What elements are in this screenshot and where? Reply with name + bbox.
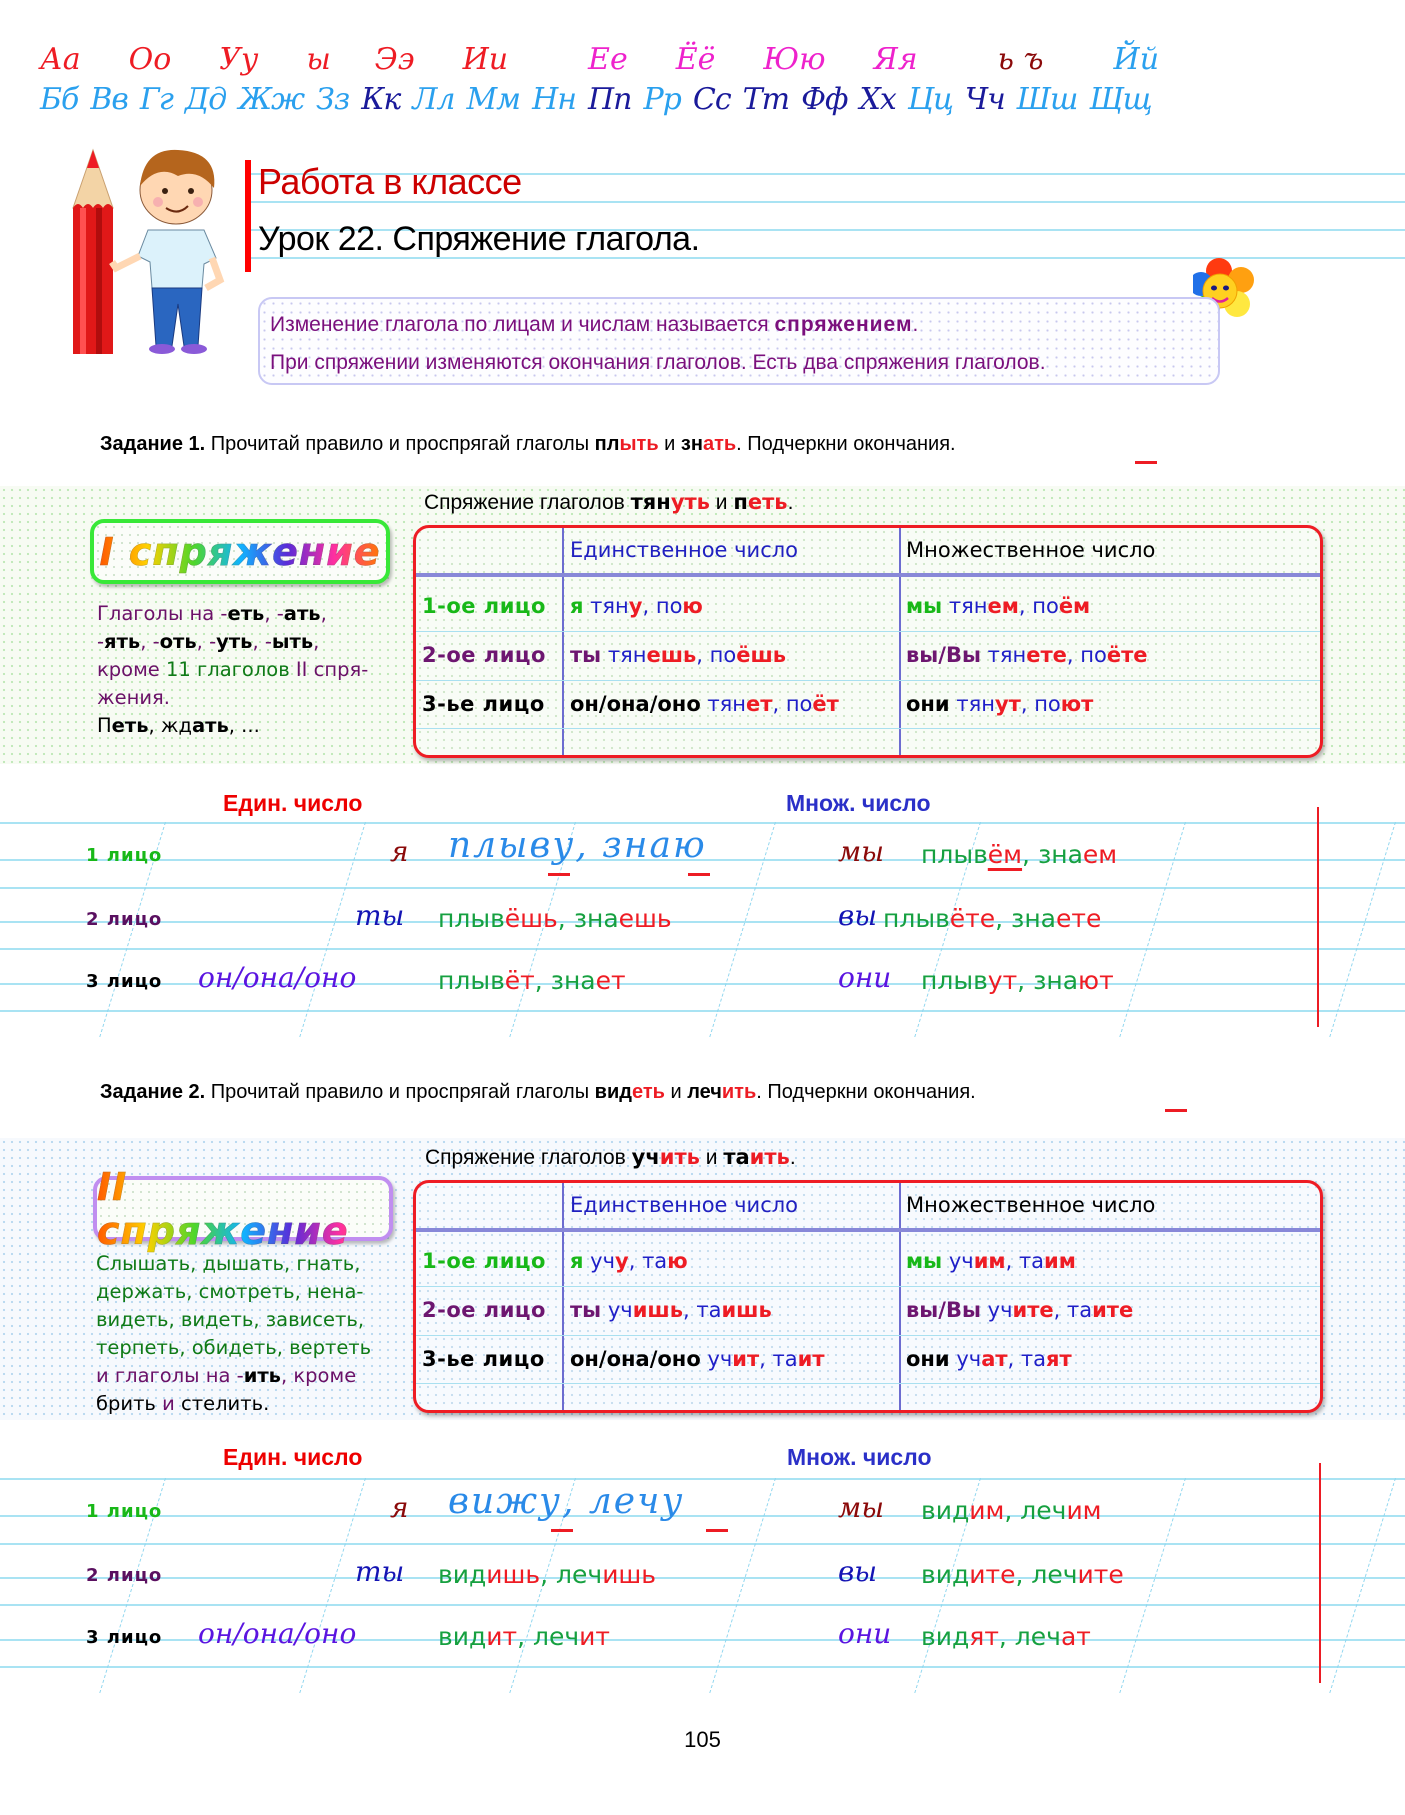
margin-line	[1319, 1463, 1321, 1683]
table-cell-plural	[906, 594, 1090, 618]
verb-stem: леч	[1014, 1622, 1061, 1651]
verb-stem: по	[1080, 643, 1107, 667]
person-label: 2 лицо	[86, 1565, 163, 1586]
table-person-label: 2-ое лицо	[422, 643, 546, 667]
separator: ,	[642, 594, 656, 618]
ruled-line	[0, 1577, 1405, 1579]
separator: ,	[628, 1249, 643, 1273]
singular-pronoun: я	[390, 835, 409, 868]
verb-stem: зна	[1033, 966, 1079, 995]
verb-ending: ат	[981, 1347, 1008, 1371]
verb-stem: та	[1020, 1347, 1046, 1371]
table-cell-singular	[570, 1298, 772, 1322]
plural-answer	[921, 1496, 1102, 1525]
slant-guide-line	[1329, 822, 1396, 1037]
text-fragment: , -	[252, 630, 272, 653]
alphabet-letter: Уу	[219, 42, 259, 77]
ruled-line	[0, 1666, 1405, 1668]
plural-pronoun: мы	[838, 835, 885, 868]
plural-pronoun: они	[838, 961, 892, 994]
verb-stem: вид	[921, 1622, 970, 1651]
verb-ending: ите	[969, 1560, 1016, 1589]
pronoun: они	[906, 1347, 950, 1371]
separator: ,	[1017, 966, 1034, 995]
verb-stem: леч	[1031, 1560, 1078, 1589]
table-header-plural: Множественное число	[906, 1193, 1156, 1217]
alphabet-letter: Аа	[40, 42, 81, 77]
table-rule	[416, 1335, 1320, 1336]
definition-line-2: При спряжении изменяются окончания глаголов. Есть два спряжения глаголов.	[270, 351, 1046, 374]
pronoun: мы	[906, 594, 943, 618]
verb-stem: уч	[987, 1298, 1013, 1322]
alphabet-letter: Чч	[964, 82, 1005, 117]
alphabet-letter: Нн	[532, 82, 576, 117]
slant-guide-line	[1329, 1478, 1396, 1693]
verb-stem: вид	[921, 1560, 970, 1589]
verb-stem: по	[1034, 692, 1061, 716]
pronoun: он/она/оно	[570, 692, 701, 716]
singular-column-header: Един. число	[223, 1444, 363, 1470]
verb-stem: тян	[948, 594, 988, 618]
separator: ,	[772, 692, 786, 716]
alphabet-letter: Хх	[859, 82, 896, 117]
verb-stem: вид	[921, 1496, 970, 1525]
term-conjugation: спряжением	[774, 313, 913, 336]
verb-ending: ите	[1012, 1298, 1054, 1322]
pronoun: мы	[906, 1249, 943, 1273]
verb-stem: уч	[948, 1249, 974, 1273]
alphabet-letter: Ее	[588, 42, 628, 77]
table-person-label: 1-ое лицо	[422, 594, 546, 618]
separator: ,	[1005, 1249, 1019, 1273]
verb-ending: ём	[1058, 594, 1091, 618]
verb-stem: зна	[573, 904, 619, 933]
alphabet-letter: Дд	[184, 82, 227, 117]
person-label: 1 лицо	[86, 845, 163, 866]
second-conjugation-rule: Слышать, дышать, гнать, держать, смотреть, нена- видеть, видеть, зависеть, терпеть, обидеть, вертеть и глаголы на -ить, кроме брить и стелить.	[96, 1252, 372, 1415]
ending-underline-mark	[706, 1529, 728, 1532]
text-fragment: ,	[313, 630, 320, 653]
singular-answer-handwritten: плыву, знаю	[448, 825, 707, 866]
conjugation-1-caption: Спряжение глаголов тянуть и петь.	[424, 490, 794, 514]
verb-stem: та	[642, 1249, 668, 1273]
table-header-divider	[416, 573, 1320, 577]
verb-ending: ёте	[1106, 643, 1148, 667]
plural-answer	[921, 1560, 1124, 1589]
verb-stem: тян	[987, 643, 1027, 667]
verb-stem: леч	[1020, 1496, 1067, 1525]
alphabet-letter: Пп	[588, 82, 632, 117]
table-cell-plural	[906, 1298, 1133, 1322]
verb-stem: тян	[707, 692, 747, 716]
separator: ,	[1007, 1347, 1021, 1371]
alphabet-letter: Тт	[742, 82, 790, 117]
verb-stem: уч	[707, 1347, 733, 1371]
separator: ,	[683, 1298, 697, 1322]
verb-suffix: ять	[104, 630, 141, 653]
table-cell-singular	[570, 643, 786, 667]
alphabet-letter: ь ъ	[997, 42, 1044, 77]
person-label: 1 лицо	[86, 1501, 163, 1522]
verb-ending: ём	[987, 840, 1023, 869]
table-person-label: 3-ье лицо	[422, 1347, 545, 1371]
table-header-singular: Единственное число	[570, 538, 799, 562]
table-header-plural: Множественное число	[906, 538, 1156, 562]
separator: ,	[1022, 840, 1038, 869]
verb-stem: тян	[607, 643, 647, 667]
separator: ,	[1020, 692, 1035, 716]
alphabet-letter: Лл	[412, 82, 455, 117]
verb-suffix: ыть	[271, 630, 314, 653]
verb-suffix: уть	[216, 630, 253, 653]
verb-ending: ёшь	[736, 643, 787, 667]
verb-ending: ите	[1077, 1560, 1124, 1589]
singular-pronoun: ты	[355, 1555, 405, 1588]
ruled-line	[0, 948, 1405, 950]
ending-underline-mark	[551, 1529, 573, 1532]
singular-pronoun: я	[390, 1491, 409, 1524]
ending-underline-mark	[548, 873, 570, 876]
alphabet-letter: Яя	[873, 42, 918, 77]
conjugation-table-2	[413, 1180, 1323, 1413]
table-divider	[899, 1183, 901, 1410]
plural-answer	[921, 840, 1117, 869]
separator: ,	[517, 1622, 533, 1651]
verb-ending: им	[969, 1496, 1005, 1525]
verb-ending: ют	[1060, 692, 1094, 716]
verb-suffix: оть	[159, 630, 197, 653]
verb-ending: ут	[987, 966, 1018, 995]
separator: ,	[1018, 594, 1033, 618]
table-rule	[416, 728, 1320, 729]
definition-line-1: Изменение глагола по лицам и числам называется спряжением.	[270, 313, 919, 336]
table-cell-plural	[906, 1347, 1072, 1371]
person-label: 3 лицо	[86, 971, 163, 992]
ruled-line	[0, 1515, 1405, 1517]
pronoun: я	[570, 594, 584, 618]
separator: ,	[998, 1622, 1015, 1651]
verb-ending: у	[615, 1249, 629, 1273]
verb-ending: ем	[1082, 840, 1118, 869]
plural-pronoun: мы	[838, 1491, 885, 1524]
plural-answer	[883, 904, 1101, 933]
alphabet-letter: Цц	[907, 82, 953, 117]
alphabet-letter: Йй	[1113, 42, 1160, 77]
person-label: 2 лицо	[86, 909, 163, 930]
separator: ,	[1066, 643, 1081, 667]
verb-stem: тян	[590, 594, 629, 618]
verb-ending: ите	[1092, 1298, 1134, 1322]
ruled-line	[0, 921, 1405, 923]
alphabet-letter: Шш	[1016, 82, 1078, 117]
table-divider	[562, 1183, 564, 1410]
alphabet-letter: Жж	[238, 82, 305, 117]
singular-pronoun: ты	[355, 899, 405, 932]
plural-column-header: Множ. число	[786, 790, 931, 816]
alphabet-letter: Сс	[692, 82, 731, 117]
text-fragment: , -	[140, 630, 160, 653]
page-number: 105	[684, 1727, 721, 1752]
alphabet-letter: Мм	[466, 82, 521, 117]
separator: ,	[1053, 1298, 1067, 1322]
verb-ending: ит	[732, 1347, 760, 1371]
alphabet-letter: Кк	[361, 82, 401, 117]
slant-guide-line	[1119, 1478, 1186, 1693]
singular-answer	[438, 966, 626, 995]
verb-ending: ишь	[486, 1560, 541, 1589]
alphabet-letter: Щщ	[1089, 82, 1152, 117]
separator: ,	[540, 1560, 557, 1589]
table-rule	[416, 1286, 1320, 1287]
singular-answer-handwritten: вижу, лечу	[448, 1481, 685, 1522]
alphabet-letter: Ии	[462, 42, 509, 77]
verb-stem: плыв	[438, 966, 505, 995]
alphabet-letter: Ёё	[675, 42, 716, 77]
verb-ending: у	[628, 594, 643, 618]
verb-stem: леч	[533, 1622, 580, 1651]
second-conjugation-badge: II спряжение	[93, 1176, 393, 1241]
ruled-line	[0, 1604, 1405, 1606]
slant-guide-line	[1119, 822, 1186, 1037]
table-cell-singular	[570, 692, 839, 716]
pronoun: он/она/оно	[570, 1347, 701, 1371]
task-2-instruction: Задание 2. Прочитай правило и проспрягай глаголы видеть и лечить. Подчеркни окончания.	[100, 1081, 976, 1103]
ruled-line	[0, 1010, 1405, 1012]
work-title: Работа в классе	[258, 161, 522, 202]
plural-answer	[921, 966, 1114, 995]
verb-stem: уч	[590, 1249, 616, 1273]
slant-guide-line	[709, 1478, 776, 1693]
alphabet-letter: Гг	[139, 82, 173, 117]
verb-ending: ю	[667, 1249, 688, 1273]
verb-ending: ет	[746, 692, 773, 716]
verb-ending: ем	[987, 594, 1019, 618]
separator: ,	[557, 904, 574, 933]
alphabet-letter: Оо	[128, 42, 172, 77]
boy-with-pencil-illustration	[48, 138, 238, 358]
alphabet-letter: Бб	[40, 82, 79, 117]
lesson-title: Урок 22. Спряжение глагола.	[258, 220, 700, 258]
verb-stem: плыв	[921, 966, 988, 995]
verb-ending: ишь	[721, 1298, 772, 1322]
plural-pronoun: вы	[838, 1555, 878, 1588]
ending-underline-mark	[1165, 1109, 1187, 1112]
singular-answer	[438, 1560, 656, 1589]
alphabet-letter: Зз	[316, 82, 350, 117]
alphabet-letter: Рр	[643, 82, 681, 117]
verb-ending: ит	[579, 1622, 610, 1651]
pronoun: ты	[570, 643, 602, 667]
table-divider	[899, 528, 901, 755]
table-cell-singular	[570, 594, 703, 618]
verb-stem: плыв	[921, 840, 988, 869]
ruled-line	[0, 887, 1405, 889]
verb-stem: зна	[1011, 904, 1056, 933]
singular-answer	[438, 904, 672, 933]
separator: ,	[995, 904, 1012, 933]
task-1-instruction: Задание 1. Прочитай правило и проспрягай глаголы плыть и знать. Подчеркни окончания.	[100, 433, 956, 455]
pronoun: они	[906, 692, 950, 716]
singular-answer	[438, 1622, 610, 1651]
table-cell-singular	[570, 1249, 688, 1273]
definition-box	[258, 297, 1220, 385]
ending-underline-mark	[688, 873, 710, 876]
verb-stem: уч	[956, 1347, 982, 1371]
first-conjugation-badge: I спряжение	[90, 519, 390, 584]
verb-stem: зна	[550, 966, 596, 995]
ruled-line	[0, 822, 1405, 824]
verb-ending: ёшь	[504, 904, 558, 933]
margin-line	[1317, 807, 1319, 1027]
table-cell-singular	[570, 1347, 825, 1371]
separator: ,	[759, 1347, 773, 1371]
verb-ending: ете	[1026, 643, 1067, 667]
verb-stem: вид	[438, 1560, 487, 1589]
verb-ending: ишь	[602, 1560, 657, 1589]
verb-ending: ю	[682, 594, 703, 618]
verb-stem: вид	[438, 1622, 487, 1651]
conjugation-table-1	[413, 525, 1323, 758]
verb-ending: ет	[595, 966, 626, 995]
plural-pronoun: они	[838, 1617, 892, 1650]
table-person-label: 3-ье лицо	[422, 692, 545, 716]
verb-stem: по	[655, 594, 683, 618]
verb-stem: та	[772, 1347, 798, 1371]
separator: ,	[1015, 1560, 1032, 1589]
verb-stem: уч	[607, 1298, 633, 1322]
text-fragment: -	[97, 630, 105, 653]
verb-stem: плыв	[883, 904, 950, 933]
pronoun: ты	[570, 1298, 602, 1322]
table-rule	[416, 680, 1320, 681]
verb-ending: ют	[1078, 966, 1114, 995]
separator: ,	[534, 966, 551, 995]
title-accent-bar	[245, 160, 251, 272]
verb-ending: ишь	[632, 1298, 683, 1322]
singular-column-header: Един. число	[223, 790, 363, 816]
verb-ending: ёт	[504, 966, 535, 995]
verb-stem: та	[696, 1298, 722, 1322]
plural-pronoun: вы	[838, 899, 878, 932]
table-divider	[562, 528, 564, 755]
verb-ending: ит	[797, 1347, 825, 1371]
table-person-label: 1-ое лицо	[422, 1249, 546, 1273]
verb-stem: по	[1032, 594, 1059, 618]
alphabet-letter: Вв	[90, 82, 128, 117]
plural-answer	[921, 1622, 1091, 1651]
table-header-singular: Единственное число	[570, 1193, 799, 1217]
verb-ending: ят	[969, 1622, 999, 1651]
table-cell-plural	[906, 692, 1093, 716]
singular-pronoun: он/она/оно	[198, 961, 357, 994]
verb-ending: ёте	[949, 904, 996, 933]
table-person-label: 2-ое лицо	[422, 1298, 546, 1322]
separator: ,	[696, 643, 710, 667]
table-cell-plural	[906, 643, 1148, 667]
pronoun: вы/Вы	[906, 1298, 981, 1322]
alphabet-row-vowels	[40, 42, 1159, 77]
verb-ending: ете	[1056, 904, 1102, 933]
verb-ending: ешь	[646, 643, 697, 667]
verb-ending: ат	[1060, 1622, 1091, 1651]
verb-ending: ит	[486, 1622, 518, 1651]
verb-stem: та	[1018, 1249, 1045, 1273]
table-rule	[416, 1383, 1320, 1384]
alphabet-row-consonants	[40, 82, 1152, 117]
conjugation-2-caption: Спряжение глаголов учить и таить.	[425, 1145, 796, 1169]
verb-stem: та	[1066, 1298, 1093, 1322]
table-rule	[416, 631, 1320, 632]
plural-column-header: Множ. число	[787, 1444, 932, 1470]
verb-ending: ешь	[618, 904, 672, 933]
table-cell-plural	[906, 1249, 1076, 1273]
first-conjugation-rule: Глаголы на -еть, -ать, -ять, -оть, -уть, -ыть, кроме 11 глаголов II спря- жения. Петь, ждать, ...	[97, 602, 369, 737]
singular-pronoun: он/она/оно	[198, 1617, 357, 1650]
separator: ,	[1004, 1496, 1021, 1525]
ruled-line	[0, 1543, 1405, 1545]
verb-ending: ят	[1046, 1347, 1072, 1371]
verb-ending: им	[973, 1249, 1006, 1273]
alphabet-letter: Юю	[763, 42, 826, 77]
verb-ending: им	[1066, 1496, 1102, 1525]
slant-guide-line	[709, 822, 776, 1037]
verb-stem: по	[709, 643, 737, 667]
person-label: 3 лицо	[86, 1627, 163, 1648]
alphabet-letter: Ээ	[374, 42, 415, 77]
pronoun: вы/Вы	[906, 643, 981, 667]
ending-underline-mark	[1135, 461, 1157, 464]
pronoun: я	[570, 1249, 584, 1273]
text-fragment: , -	[196, 630, 217, 653]
verb-ending: им	[1044, 1249, 1076, 1273]
verb-ending: ёт	[812, 692, 839, 716]
ruled-line	[0, 1478, 1405, 1480]
table-header-divider	[416, 1228, 1320, 1232]
alphabet-letter: ы	[306, 42, 331, 77]
alphabet-letter: Фф	[801, 82, 848, 117]
verb-stem: плыв	[438, 904, 505, 933]
verb-stem: тян	[956, 692, 995, 716]
verb-stem: зна	[1037, 840, 1083, 869]
verb-stem: по	[785, 692, 813, 716]
verb-stem: леч	[556, 1560, 603, 1589]
verb-ending: ут	[994, 692, 1021, 716]
